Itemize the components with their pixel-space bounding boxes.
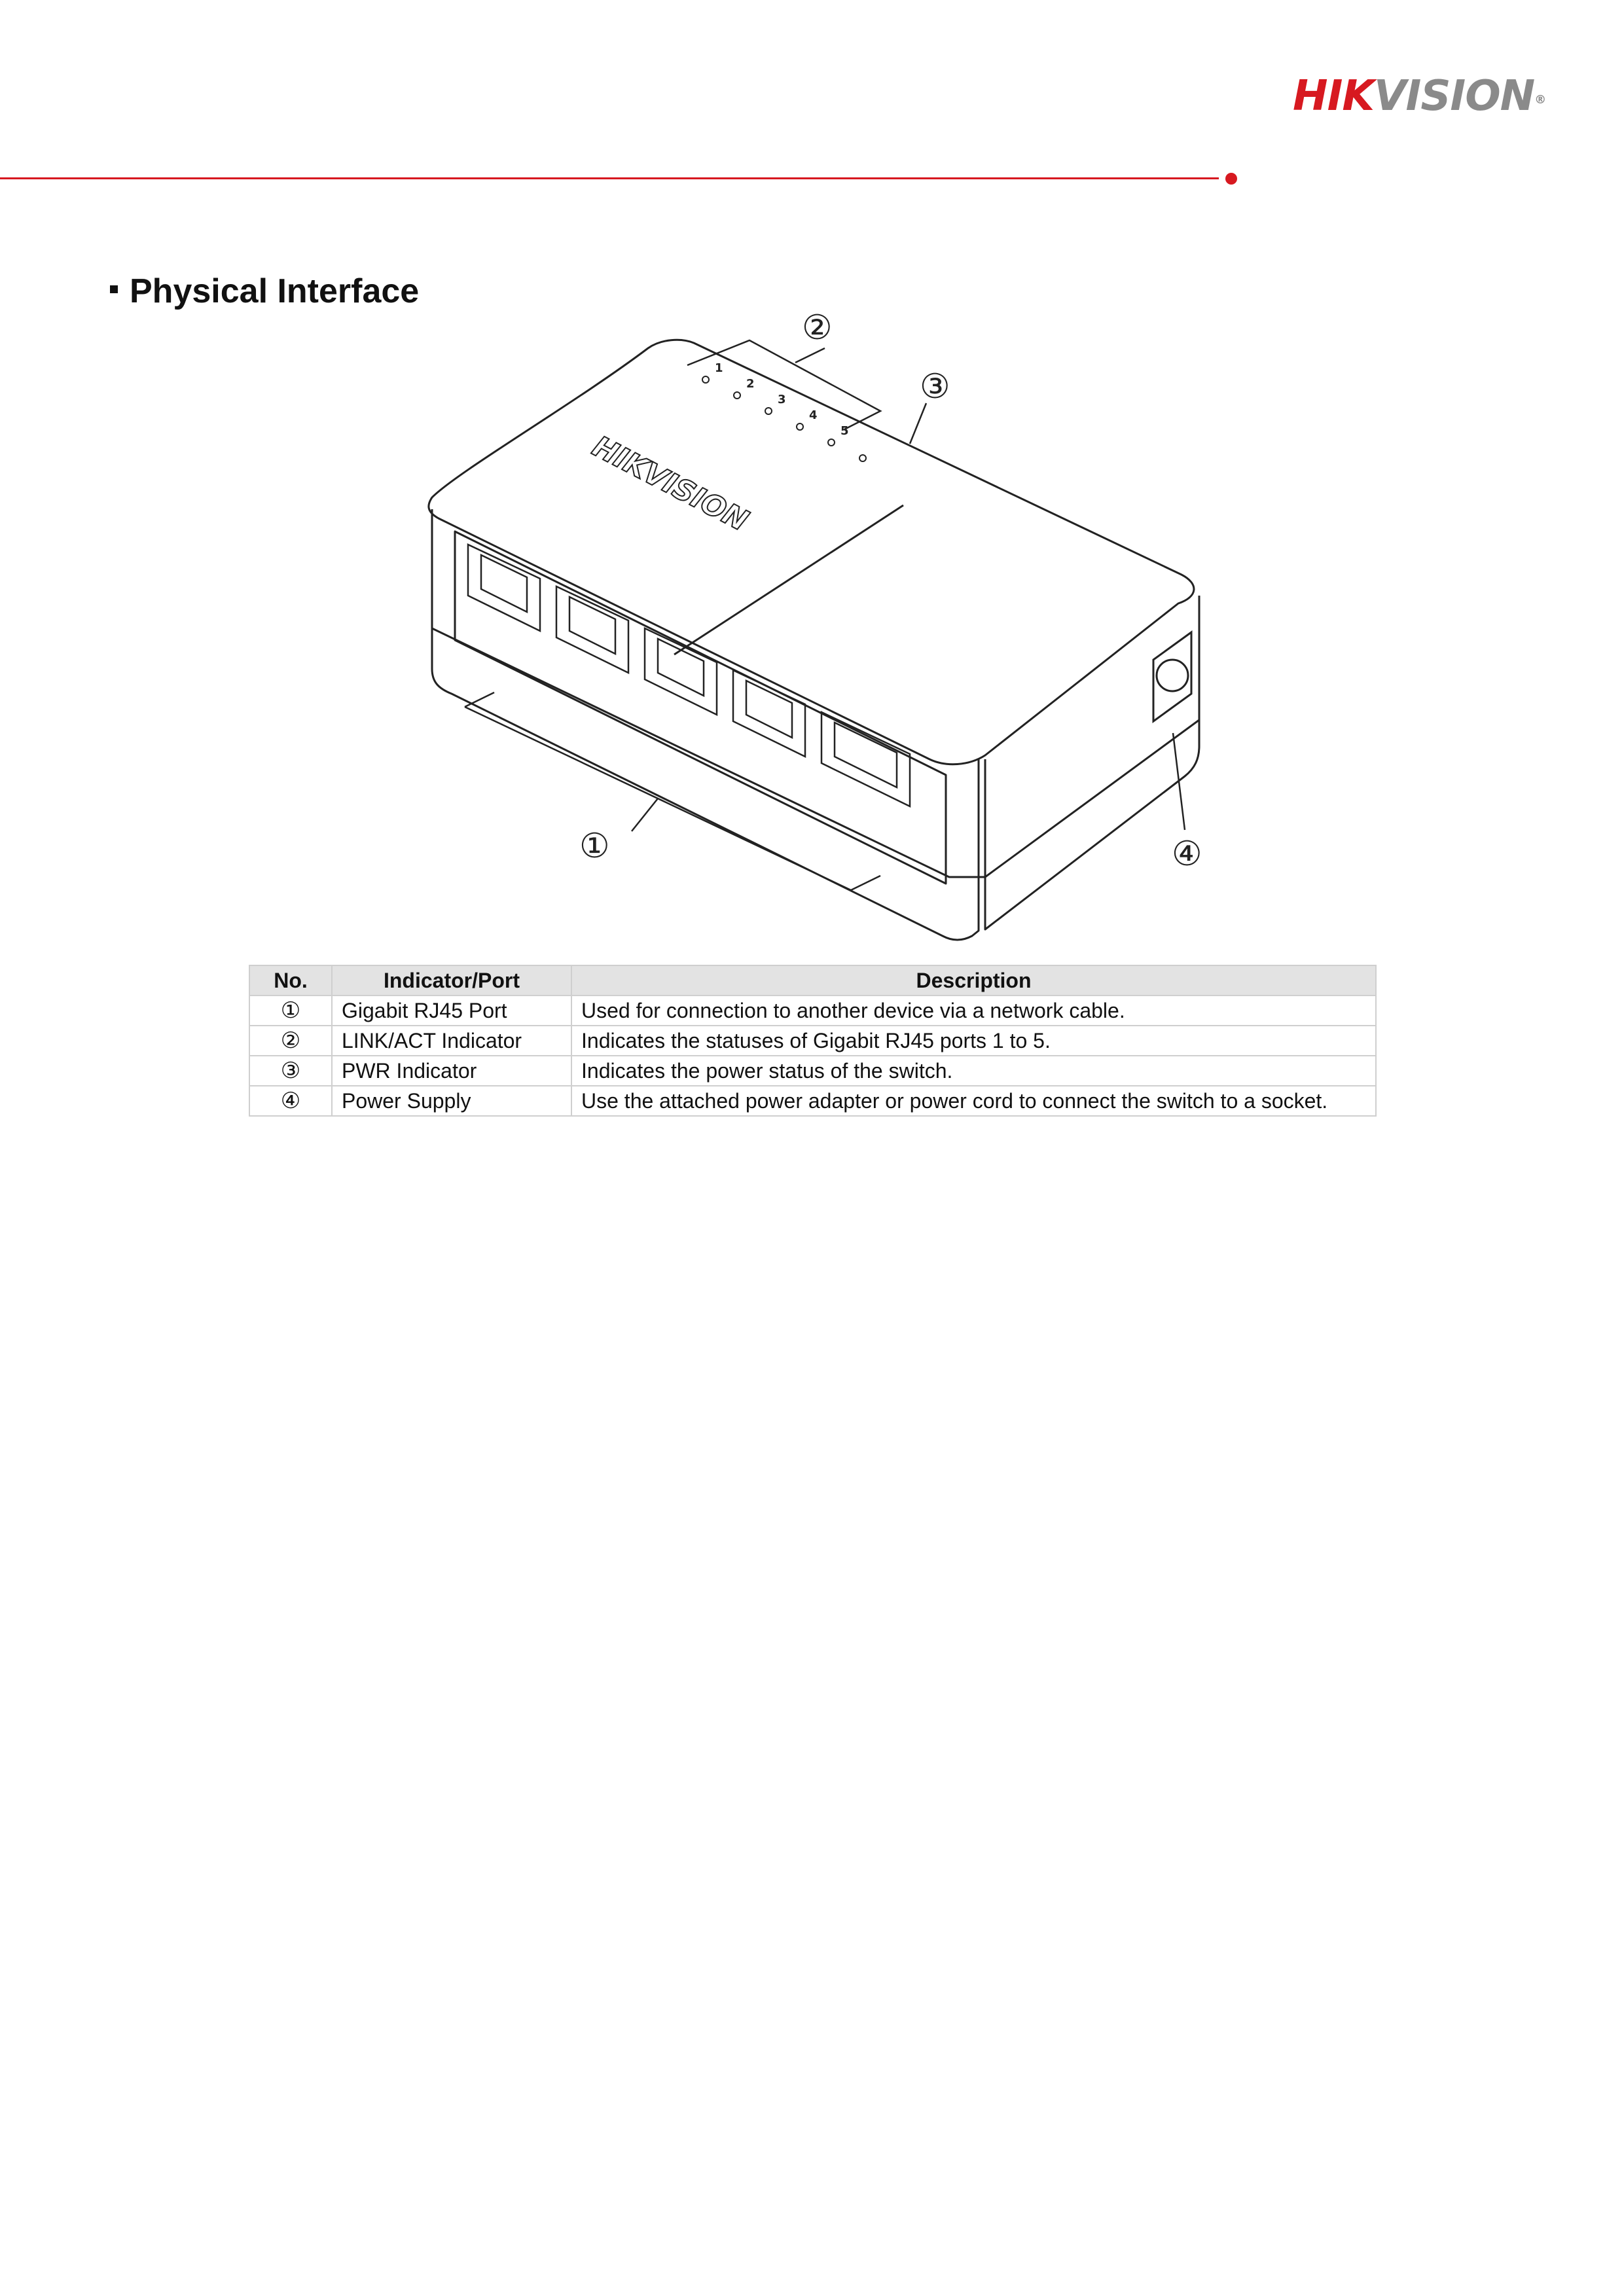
callout-2: ② [802,308,833,348]
row-description: Indicates the power status of the switch. [571,1056,1376,1086]
switch-front-face [432,509,979,940]
row-description: Indicates the statuses of Gigabit RJ45 ports 1 to 5. [571,1026,1376,1056]
rj45-port-4 [733,670,805,757]
row-name: Gigabit RJ45 Port [332,996,571,1026]
bullet-icon [110,285,118,293]
leader-1 [465,692,880,890]
led-label-3: 3 [778,393,786,406]
led-label-1: 1 [715,361,723,375]
row-number: ③ [249,1056,332,1086]
led-4 [797,423,803,430]
rj45-port-3 [645,628,717,715]
header-no: No. [249,965,332,996]
row-name: LINK/ACT Indicator [332,1026,571,1056]
callout-1: ① [579,827,610,866]
rj45-port-1 [468,545,540,631]
switch-illustration [393,301,1244,942]
table-row [249,1086,1376,1116]
header-divider-dot [1225,173,1237,185]
logo-red-part: HIK [1293,72,1374,120]
device-logo: HIKVISION [586,429,754,538]
table-row [249,1026,1376,1056]
row-number: ② [249,1026,332,1056]
logo-grey-part: VISION [1373,72,1535,120]
row-description: Used for connection to another device via a network cable. [571,996,1376,1026]
led-2 [734,392,740,399]
row-number: ④ [249,1086,332,1116]
interface-table [249,965,1377,1117]
switch-right-face [985,596,1199,929]
leader-3 [910,403,926,444]
logo-registered-mark: ® [1534,93,1546,107]
section-title-text: Physical Interface [130,272,420,310]
row-description: Use the attached power adapter or power cord to connect the switch to a socket. [571,1086,1376,1116]
row-name: Power Supply [332,1086,571,1116]
power-jack [1153,632,1191,721]
header-divider [0,177,1219,179]
callout-4: ④ [1172,834,1202,874]
led-label-5: 5 [840,424,849,438]
led-label-2: 2 [746,377,755,391]
led-1 [702,376,709,383]
rj45-ports [468,545,910,806]
table-row [249,1056,1376,1086]
row-name: PWR Indicator [332,1056,571,1086]
table-header-row [249,965,1376,996]
table-row [249,996,1376,1026]
leader-4 [1173,733,1185,830]
hikvision-logo [1293,73,1561,119]
header-indicator-port: Indicator/Port [332,965,571,996]
switch-drawing [393,301,1244,942]
led-3 [765,408,772,414]
led-pwr [859,455,866,461]
led-number-labels [715,361,849,438]
section-heading [110,268,419,314]
led-5 [828,439,835,446]
header-description: Description [571,965,1376,996]
rj45-port-5 [821,712,910,806]
led-label-4: 4 [809,408,818,422]
row-number: ① [249,996,332,1026]
callout-3: ③ [920,367,950,406]
callout-leaders [465,340,1185,890]
switch-top-face [429,340,1194,764]
